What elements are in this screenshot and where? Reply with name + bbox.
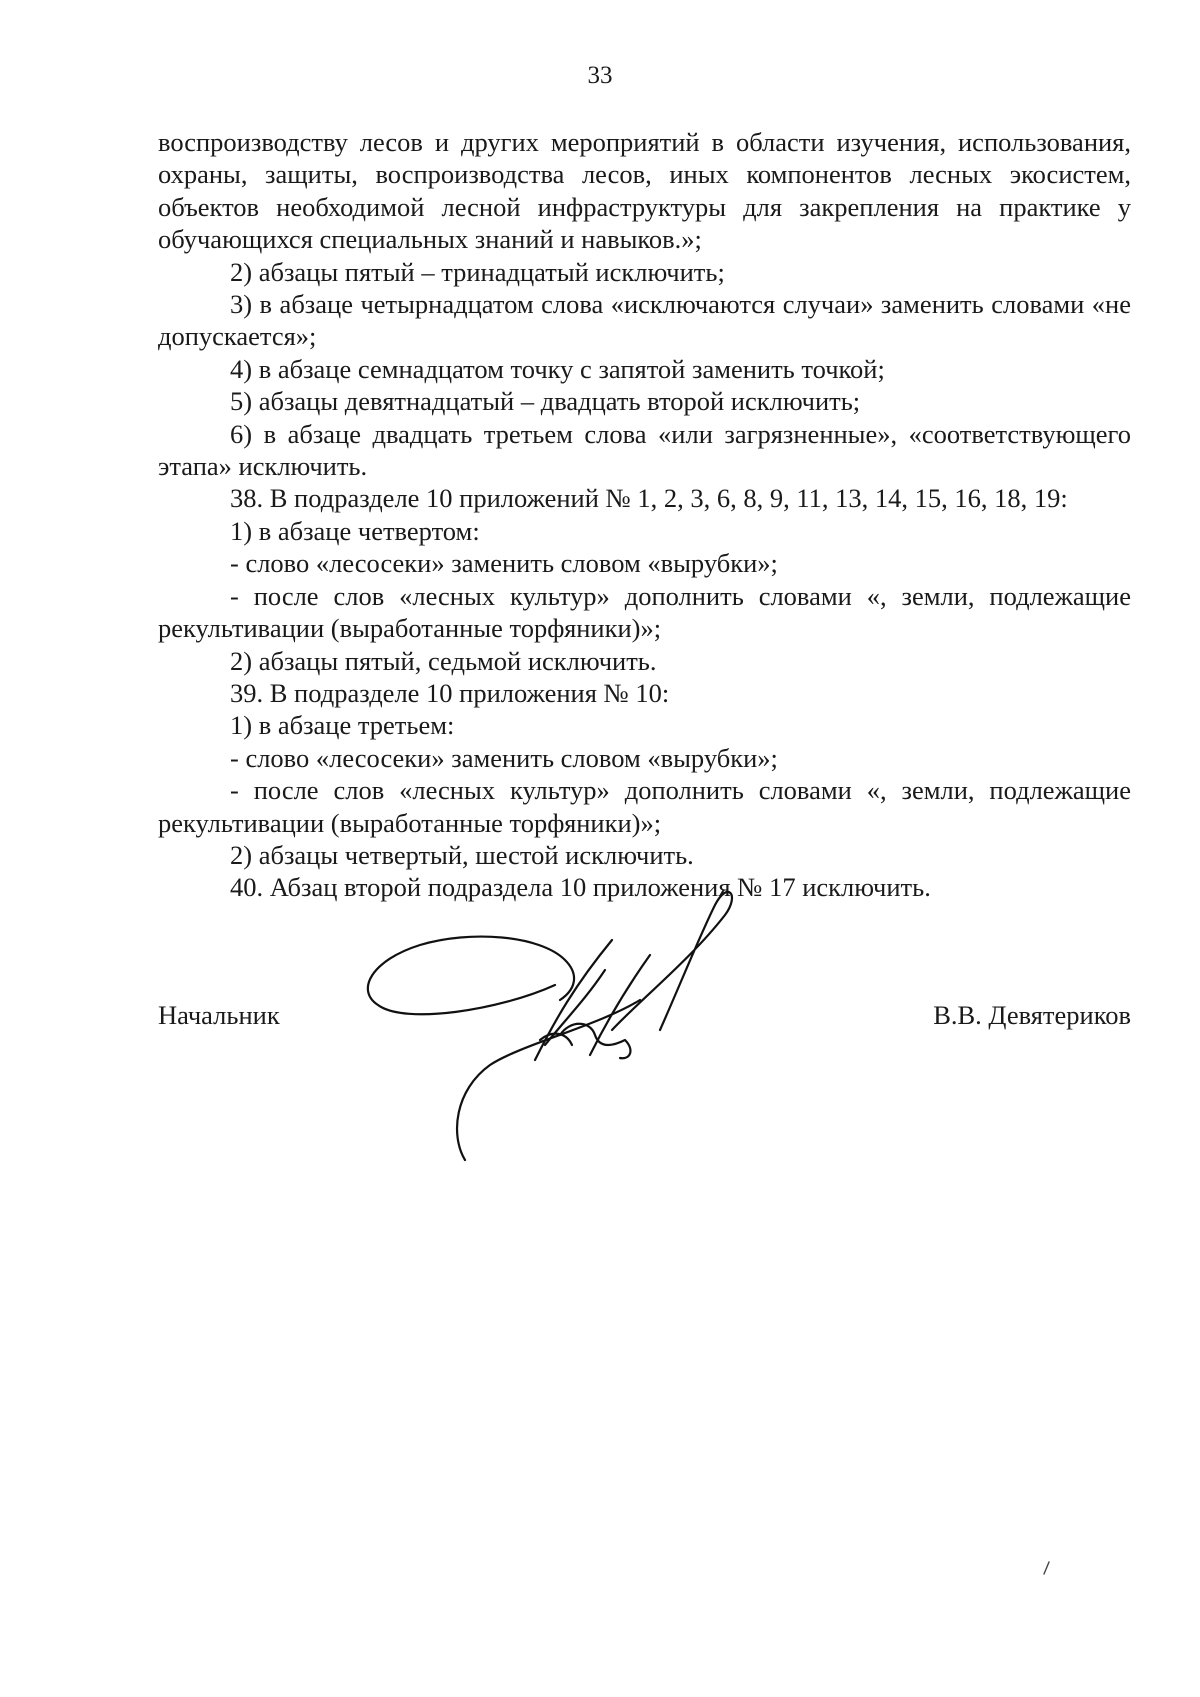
paragraph: 40. Абзац второй подраздела 10 приложения № 17 исключить. bbox=[230, 872, 931, 903]
paragraph: 4) в абзаце семнадцатом точку с запятой заменить точкой; bbox=[230, 353, 885, 384]
paragraph: 6) в абзаце двадцать третьем слова «или загрязненные», «соответствующего этапа» исключить. bbox=[158, 418, 1131, 482]
stray-pen-mark bbox=[1040, 1560, 1052, 1576]
paragraph: 2) абзацы четвертый, шестой исключить. bbox=[230, 839, 694, 870]
paragraph: - слово «лесосеки» заменить словом «вырубки»; bbox=[230, 548, 778, 579]
document-body bbox=[158, 126, 1131, 904]
paragraph: 2) абзацы пятый – тринадцатый исключить; bbox=[230, 256, 725, 287]
paragraph: 38. В подразделе 10 приложений № 1, 2, 3, 6, 8, 9, 11, 13, 14, 15, 16, 18, 19: bbox=[230, 483, 1068, 514]
signer-position: Начальник bbox=[158, 1000, 280, 1030]
paragraph: - после слов «лесных культур» дополнить словами «, земли, подлежащие рекультивации (выработанные торфяники)»; bbox=[158, 775, 1131, 838]
paragraph: 1) в абзаце третьем: bbox=[230, 710, 455, 741]
paragraph: - после слов «лесных культур» дополнить словами «, земли, подлежащие рекультивации (выработанные торфяники)»; bbox=[158, 580, 1131, 644]
paragraph: 5) абзацы девятнадцатый – двадцать второй исключить; bbox=[230, 386, 861, 417]
page-number: 33 bbox=[587, 62, 613, 89]
paragraph: 3) в абзаце четырнадцатом слова «исключаются случаи» заменить словами «не допускается»; bbox=[158, 289, 1131, 352]
paragraph: воспроизводству лесов и других мероприятий в области изучения, использования, охраны, защиты, воспроизводства лесов, иных компонентов лесных экосистем, объектов необходимой лесной инфраструктуры для закрепления на практике у обучающихся специальных знаний и навыков.»; bbox=[158, 127, 1131, 255]
paragraph: 39. В подразделе 10 приложения № 10: bbox=[230, 677, 670, 708]
paragraph: - слово «лесосеки» заменить словом «вырубки»; bbox=[230, 742, 778, 773]
signer-name: В.В. Девятериков bbox=[933, 1000, 1131, 1030]
paragraph: 2) абзацы пятый, седьмой исключить. bbox=[230, 645, 657, 676]
paragraph: 1) в абзаце четвертом: bbox=[230, 515, 480, 546]
